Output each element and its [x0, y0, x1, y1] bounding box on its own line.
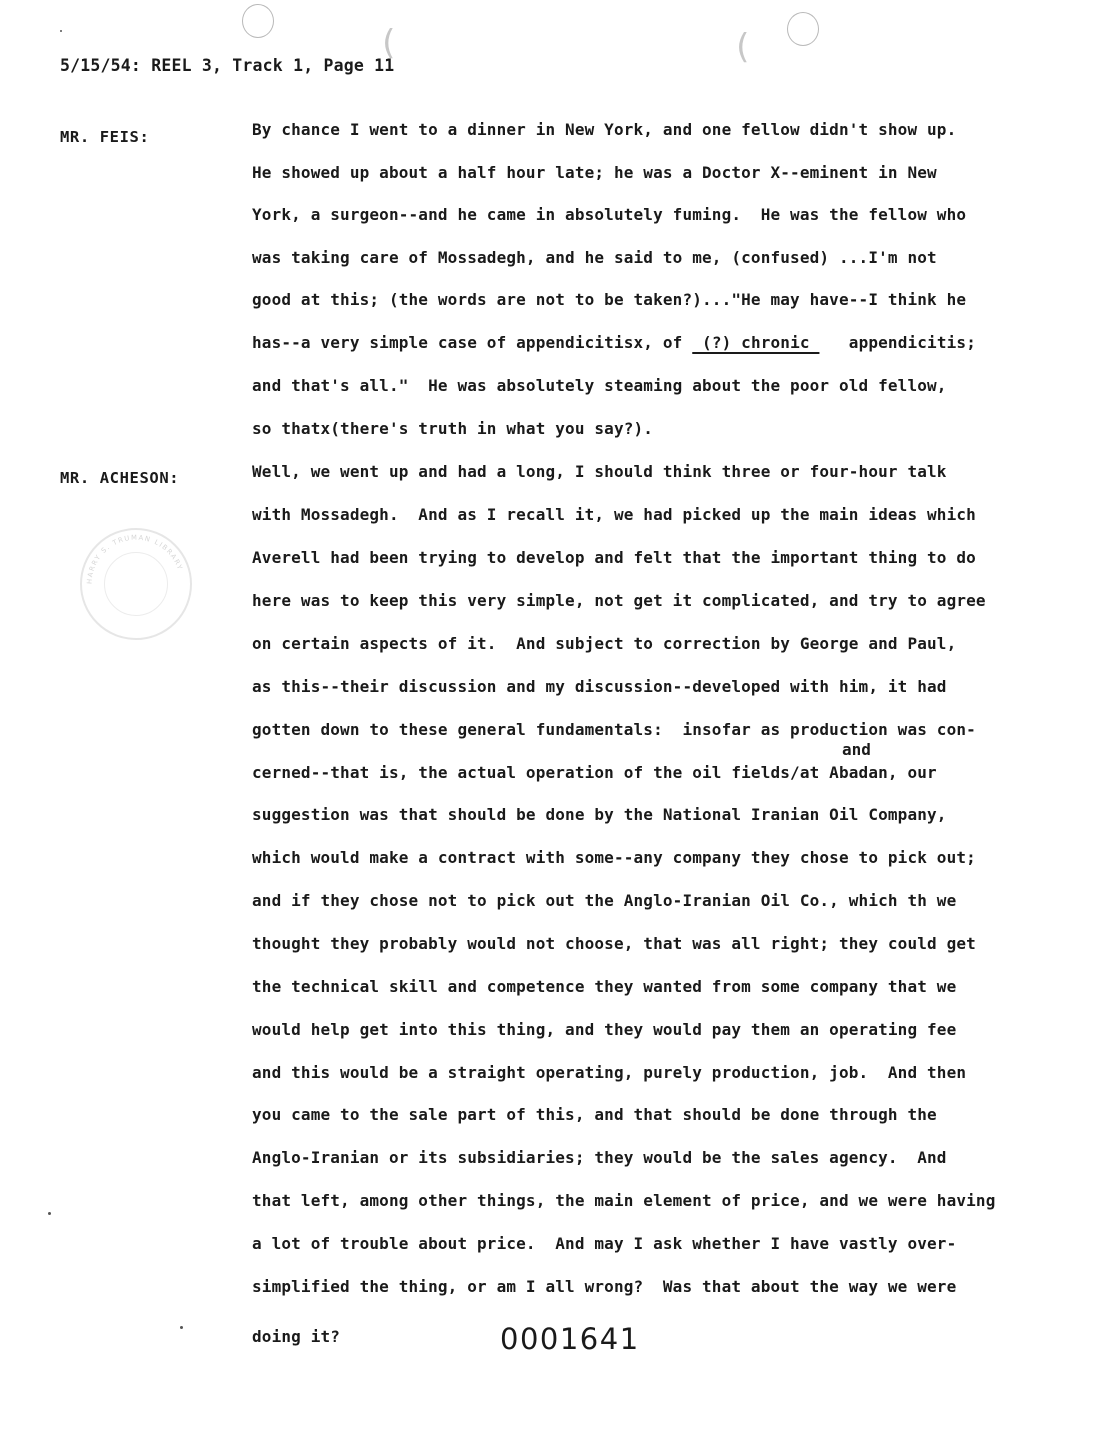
transcript-line: and that's all." He was absolutely steaming about the poor old fellow, — [252, 376, 947, 395]
transcript-line: and if they chose not to pick out the Anglo-Iranian Oil Co., which th we — [252, 891, 957, 910]
transcript-line: so thatx(there's truth in what you say?). — [252, 419, 654, 438]
paper-speck — [180, 1326, 183, 1329]
transcript-line: would help get into this thing, and they would pay them an operating fee — [252, 1020, 957, 1039]
underlined-phrase: (?) chronic — [692, 333, 820, 352]
paper-speck — [48, 1212, 51, 1215]
document-number: 0001641 — [500, 1322, 640, 1356]
transcript-line-segment: has--a very simple case of appendicitisx, of — [252, 333, 683, 352]
transcript-line: the technical skill and competence they wanted from some company that we — [252, 977, 957, 996]
punch-hole — [787, 12, 819, 46]
transcript-line: on certain aspects of it. And subject to correction by George and Paul, — [252, 634, 957, 653]
transcript-line: that left, among other things, the main element of price, and we were having — [252, 1191, 996, 1210]
transcript-line: Well, we went up and had a long, I should think three or four-hour talk — [252, 462, 947, 481]
paper-mark: ( — [378, 23, 399, 63]
transcript-line: suggestion was that should be done by the National Iranian Oil Company, — [252, 805, 947, 824]
transcript-line: cerned--that is, the actual operation of the oil fields/at Abadan, our — [252, 763, 937, 782]
transcript-line: with Mossadegh. And as I recall it, we had picked up the main ideas which — [252, 505, 976, 524]
stamp-ring-text — [82, 530, 190, 638]
transcript-line: By chance I went to a dinner in New York, and one fellow didn't show up. — [252, 120, 957, 139]
transcript-line: simplified the thing, or am I all wrong? Was that about the way we were — [252, 1277, 957, 1296]
punch-hole — [242, 4, 274, 38]
paper-mark: ( — [732, 27, 753, 67]
transcript-line: good at this; (the words are not to be taken?)..."He may have--I think he — [252, 290, 967, 309]
library-stamp — [80, 528, 192, 640]
transcript-line: you came to the sale part of this, and that should be done through the — [252, 1105, 937, 1124]
transcript-line: doing it? — [252, 1327, 341, 1346]
transcript-line: which would make a contract with some--any company they chose to pick out; — [252, 848, 976, 867]
transcript-line: He showed up about a half hour late; he was a Doctor X--eminent in New — [252, 163, 937, 182]
transcript-line: thought they probably would not choose, that was all right; they could get — [252, 934, 976, 953]
page-header: 5/15/54: REEL 3, Track 1, Page 11 — [60, 56, 395, 75]
transcript-line: and this would be a straight operating, purely production, job. And then — [252, 1063, 967, 1082]
paper-speck — [60, 30, 62, 32]
transcript-line: Anglo-Iranian or its subsidiaries; they would be the sales agency. And — [252, 1148, 947, 1167]
transcript-line: Averell had been trying to develop and felt that the important thing to do — [252, 548, 976, 567]
speaker-label-feis: MR. FEIS: — [60, 128, 150, 146]
transcript-line: York, a surgeon--and he came in absolutely fuming. He was the fellow who — [252, 205, 967, 224]
svg-text:HARRY S. TRUMAN LIBRARY: HARRY S. TRUMAN LIBRARY — [85, 533, 185, 585]
transcript-line: was taking care of Mossadegh, and he said to me, (confused) ...I'm not — [252, 248, 937, 267]
transcript-line: gotten down to these general fundamentals: insofar as production was con- — [252, 720, 976, 739]
transcript-line: as this--their discussion and my discussion--developed with him, it had — [252, 677, 947, 696]
transcript-line: here was to keep this very simple, not get it complicated, and try to agree — [252, 591, 986, 610]
speaker-label-acheson: MR. ACHESON: — [60, 469, 180, 487]
transcript-line-composite — [252, 333, 976, 352]
transcript-line: a lot of trouble about price. And may I ask whether I have vastly over- — [252, 1234, 957, 1253]
handwritten-insertion: and — [842, 740, 871, 759]
transcript-line-segment: appendicitis; — [848, 333, 976, 352]
